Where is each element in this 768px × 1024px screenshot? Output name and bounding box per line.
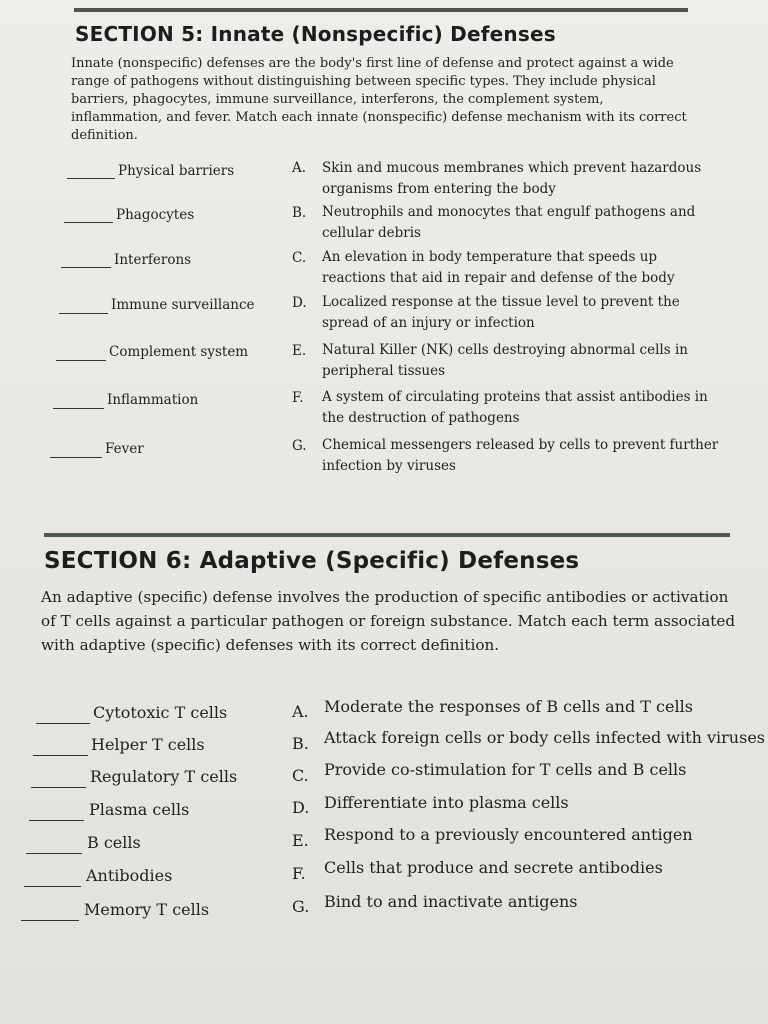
answer-blank[interactable] — [59, 313, 108, 314]
term-regulatory-t-cells: Regulatory T cells — [90, 767, 238, 786]
term-phagocytes: Phagocytes — [116, 207, 195, 223]
definition-text: Provide co-stimulation for T cells and B cells — [324, 760, 687, 779]
answer-blank[interactable] — [26, 853, 82, 854]
definition-letter: B. — [292, 205, 307, 221]
section6-title: SECTION 6: Adaptive (Specific) Defenses — [44, 548, 580, 574]
definition-letter: E. — [292, 343, 307, 359]
term-inflammation: Inflammation — [107, 392, 199, 408]
term-helper-t-cells: Helper T cells — [91, 735, 205, 754]
term-physical-barriers: Physical barriers — [118, 163, 235, 179]
term-b-cells: B cells — [87, 833, 141, 852]
definition-letter: D. — [292, 798, 310, 817]
section6-intro: An adaptive (specific) defense involves the production of specific antibodies or activation of T cells against a particular pathogen or foreign substance. Match each term associated with adaptive (specific) defenses with its correct definition. — [41, 588, 736, 654]
answer-blank[interactable] — [21, 920, 79, 921]
term-complement-system: Complement system — [109, 344, 249, 360]
definition-text: Neutrophils and monocytes that engulf pathogens and cellular debris — [322, 204, 696, 241]
definition-letter: D. — [292, 295, 307, 311]
answer-blank[interactable] — [29, 820, 84, 821]
definition-text: Attack foreign cells or body cells infected with viruses — [324, 728, 765, 747]
term-cytotoxic-t-cells: Cytotoxic T cells — [93, 703, 228, 722]
answer-blank[interactable] — [33, 755, 88, 756]
definition-letter: G. — [292, 897, 310, 916]
definition-text: Localized response at the tissue level to prevent the spread of an injury or infection — [322, 294, 680, 331]
answer-blank[interactable] — [31, 787, 86, 788]
definition-letter: F. — [292, 864, 306, 883]
answer-blank[interactable] — [56, 360, 106, 361]
definition-text: An elevation in body temperature that speeds up reactions that aid in repair and defense of the body — [322, 249, 675, 286]
section5-top-rule — [74, 8, 688, 12]
definition-text: Respond to a previously encountered antigen — [324, 825, 693, 844]
answer-blank[interactable] — [36, 723, 90, 724]
term-fever: Fever — [105, 441, 144, 457]
definition-text: Skin and mucous membranes which prevent hazardous organisms from entering the body — [322, 160, 702, 197]
definition-text: A system of circulating proteins that assist antibodies in the destruction of pathogens — [322, 389, 708, 426]
definition-text: Cells that produce and secrete antibodies — [324, 858, 663, 877]
answer-blank[interactable] — [61, 267, 111, 268]
term-antibodies: Antibodies — [86, 866, 173, 885]
term-plasma-cells: Plasma cells — [89, 800, 190, 819]
definition-letter: F. — [292, 390, 304, 406]
definition-text: Chemical messengers released by cells to prevent further infection by viruses — [322, 437, 719, 474]
definition-text: Bind to and inactivate antigens — [324, 892, 578, 911]
section6-top-rule — [44, 533, 730, 537]
answer-blank[interactable] — [24, 886, 81, 887]
answer-blank[interactable] — [50, 457, 102, 458]
definition-text: Differentiate into plasma cells — [324, 793, 569, 812]
term-memory-t-cells: Memory T cells — [84, 900, 210, 919]
definition-text: Natural Killer (NK) cells destroying abnormal cells in peripheral tissues — [322, 342, 688, 379]
definition-letter: C. — [292, 250, 307, 266]
term-interferons: Interferons — [114, 252, 192, 268]
answer-blank[interactable] — [67, 178, 115, 179]
answer-blank[interactable] — [64, 222, 113, 223]
definition-letter: B. — [292, 734, 309, 753]
answer-blank[interactable] — [53, 408, 104, 409]
section5-title: SECTION 5: Innate (Nonspecific) Defenses — [75, 22, 556, 46]
definition-letter: G. — [292, 438, 307, 454]
section5-intro: Innate (nonspecific) defenses are the body's first line of defense and protect against a wide range of pathogens without distinguishing between specific types. They include physical barriers, phagocytes, immune surveillance, interferons, the complement system, inflammation, and fever. Match each innate (nonspecific) defense mechanism with its correct definition. — [71, 56, 687, 143]
term-immune-surveillance: Immune surveillance — [111, 297, 255, 313]
definition-letter: C. — [292, 766, 309, 785]
definition-letter: E. — [292, 831, 309, 850]
definition-letter: A. — [292, 160, 307, 176]
definition-letter: A. — [292, 702, 309, 721]
definition-text: Moderate the responses of B cells and T cells — [324, 697, 693, 716]
